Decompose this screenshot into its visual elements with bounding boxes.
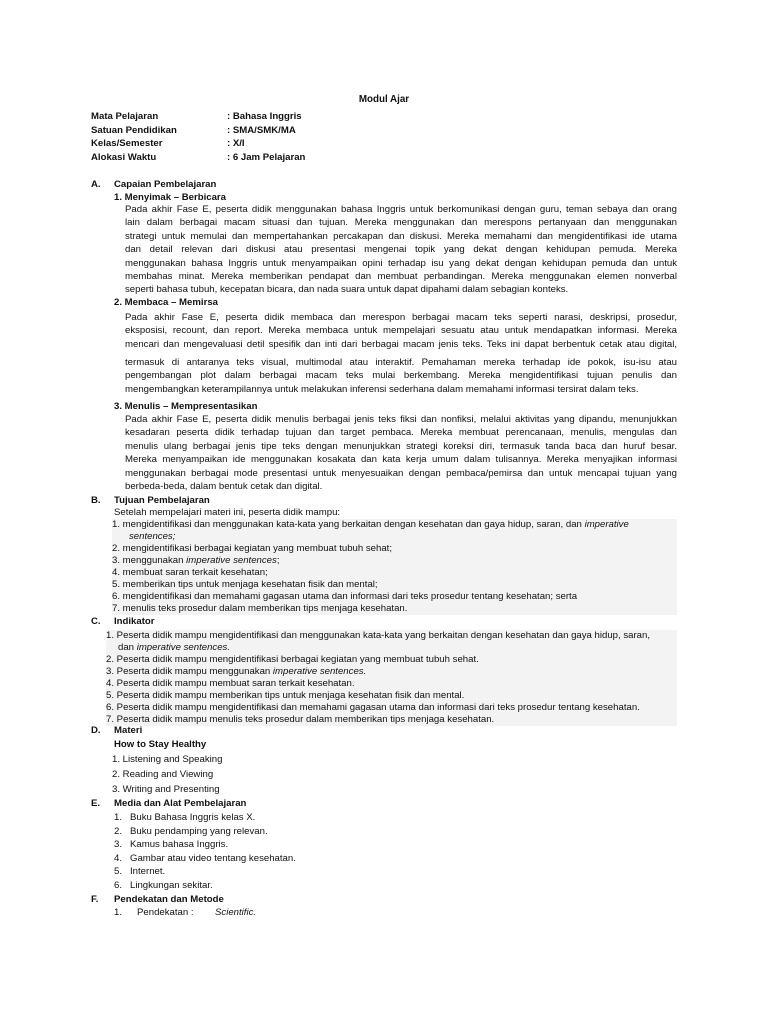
indikator-list <box>106 630 677 726</box>
meta-row <box>91 152 305 166</box>
list-item: 1. Peserta didik mampu mengidentifikasi dan menggunakan kata-kata yang berkaitan dengan kesehatan dan gaya hidup, saran, <box>106 630 651 641</box>
meta-row <box>91 138 305 152</box>
section-b-heading: B. Tujuan Pembelajaran <box>91 495 210 506</box>
materi-item: 2. Reading and Viewing <box>112 769 214 780</box>
section-b-intro: Setelah mempelajari materi ini, peserta didik mampu: <box>114 507 341 518</box>
media-item: 3. Kamus bahasa Inggris. <box>114 839 229 850</box>
list-item: 6. Peserta didik mampu mengidentifikasi dan memahami gagasan utama dan informasi dari teks prosedur tentang kesehatan. <box>106 702 640 713</box>
meta-value: : SMA/SMK/MA <box>227 124 296 136</box>
meta-key: Satuan Pendidikan <box>91 124 177 136</box>
paragraph-menulis: Pada akhir Fase E, peserta didik menulis berbagai jenis teks fiksi dan nonfiksi, melalui aktivitas yang dipandu, menunjukkan kesadaran peserta didik terhadap tujuan dan target pembaca. Mereka membuat perencanaan, menulis, mengulas dan menulis ulang berbagai jenis tipe teks dengan menunjukkan strategi koreksi diri, termasuk tanda baca dan huruf besar. Mereka menyampaikan ide menggunakan kosakata dan kata kerja umum dalam tulisannya. Mereka menyajikan informasi menggunakan berbagai mode presentasi untuk menyesuaikan dengan pembaca/pemirsa dan untuk mencapai tujuan yang berbeda-beda, dalam bentuk cetak dan digital. <box>125 414 677 492</box>
section-e-heading: E. Media dan Alat Pembelajaran <box>91 798 247 809</box>
meta-row <box>91 111 305 125</box>
meta-key: Alokasi Waktu <box>91 151 157 163</box>
list-item: 4. membuat saran terkait kesehatan; <box>112 567 268 578</box>
meta-key: Kelas/Semester <box>91 138 163 150</box>
meta-value: : X/I <box>227 138 245 150</box>
section-a-heading: A. Capaian Pembelajaran <box>91 179 217 190</box>
subsection-title: 1. Menyimak – Berbicara <box>114 192 226 203</box>
list-item: 5. memberikan tips untuk menjaga kesehatan fisik dan mental; <box>112 579 378 590</box>
section-c-heading: C. Indikator <box>91 616 155 627</box>
list-item: 7. menulis teks prosedur dalam memberikan tips menjaga kesehatan. <box>112 603 408 614</box>
media-item: 4. Gambar atau video tentang kesehatan. <box>114 853 296 864</box>
tujuan-list <box>112 519 677 615</box>
subsection-title: 3. Menulis – Mempresentasikan <box>114 401 258 412</box>
meta-value: : Bahasa Inggris <box>227 111 302 122</box>
materi-item: 3. Writing and Presenting <box>112 784 220 795</box>
list-item: 6. mengidentifikasi dan memahami gagasan utama dan informasi dari teks prosedur tentang kesehatan; serta <box>112 591 578 602</box>
media-item: 2. Buku pendamping yang relevan. <box>114 826 268 837</box>
media-item: 6. Lingkungan sekitar. <box>114 880 213 891</box>
list-item: 3. menggunakan imperative sentences; <box>112 555 280 566</box>
paragraph-membaca-cont: termasuk di antaranya teks visual, multimodal atau interaktif. Pemahaman mereka terhadap ide pokok, isu-isu atau pengembangan plot dalam berbagai macam teks mulai berkembang. Mereka mengidentifikasi tujuan penulis dan mengembangkan keterampilannya untuk melakukan inferensi sederhana dalam memahami informasi tersirat dalam teks. <box>125 357 677 395</box>
media-item: 5. Internet. <box>114 866 166 877</box>
subsection-title: 2. Membaca – Memirsa <box>114 297 218 308</box>
pendekatan-item: 1. Pendekatan : Scientific. <box>114 907 257 918</box>
paragraph-membaca: Pada akhir Fase E, peserta didik membaca dan merespon berbagai macam teks seperti narasi, deskripsi, prosedur, eksposisi, recount, dan report. Mereka membaca untuk mempelajari sesuatu atau untuk mendapatkan informasi. Mereka mencari dan mengevaluasi detil spesifik dan inti dari berbagai macam jenis teks. Teks ini dapat berbentuk cetak atau digital, <box>125 312 677 350</box>
list-item: 2. Peserta didik mampu mengidentifikasi berbagai kegiatan yang membuat tubuh sehat. <box>106 654 479 665</box>
media-item: 1. Buku Bahasa Inggris kelas X. <box>114 812 256 823</box>
meta-value: : 6 Jam Pelajaran <box>227 151 306 163</box>
section-d-heading: D. Materi <box>91 725 143 736</box>
materi-item: 1. Listening and Speaking <box>112 754 223 765</box>
document-title: Modul Ajar <box>358 94 410 105</box>
list-item-continuation: dan imperative sentences. <box>118 642 231 653</box>
meta-row <box>91 125 305 139</box>
meta-key: Mata Pelajaran <box>91 111 159 122</box>
list-item: 1. mengidentifikasi dan menggunakan kata-kata yang berkaitan dengan kesehatan dan gaya hidup, saran, dan imperative <box>112 519 629 530</box>
list-item: 7. Peserta didik mampu menulis teks prosedur dalam memberikan tips menjaga kesehatan. <box>106 714 495 725</box>
list-item: 3. Peserta didik mampu menggunakan imperative sentences. <box>106 666 367 677</box>
list-item: 2. mengidentifikasi berbagai kegiatan yang membuat tubuh sehat; <box>112 543 392 554</box>
meta-block <box>91 111 305 165</box>
paragraph-menyimak: Pada akhir Fase E, peserta didik menggunakan bahasa Inggris untuk berkomunikasi dengan guru, teman sebaya dan orang lain dalam berbagai macam situasi dan tujuan. Mereka menggunakan dan merespons pertanyaan dan menggunakan strategi untuk memulai dan mempertahankan percakapan dan diskusi. Mereka memahami dan mengidentifikasi ide utama dan detail relevan dari diskusi atau presentasi mengenai topik yang dekat dengan kehidupan pemuda. Mereka menggunakan bahasa Inggris untuk menyampaikan opini terhadap isu yang dekat dengan kehidupan pemuda dan untuk membahas minat. Mereka memberikan pendapat dan membuat perbandingan. Mereka menggunakan elemen nonverbal seperti bahasa tubuh, kecepatan bicara, dan nada suara untuk dapat dipahami dalam sebagian konteks. <box>125 204 677 296</box>
list-item: 4. Peserta didik mampu membuat saran terkait kesehatan. <box>106 678 355 689</box>
section-f-heading: F. Pendekatan dan Metode <box>91 894 224 905</box>
list-item-continuation: sentences; <box>129 531 176 542</box>
materi-subtitle: How to Stay Healthy <box>114 739 207 750</box>
list-item: 5. Peserta didik mampu memberikan tips untuk menjaga kesehatan fisik dan mental. <box>106 690 465 701</box>
